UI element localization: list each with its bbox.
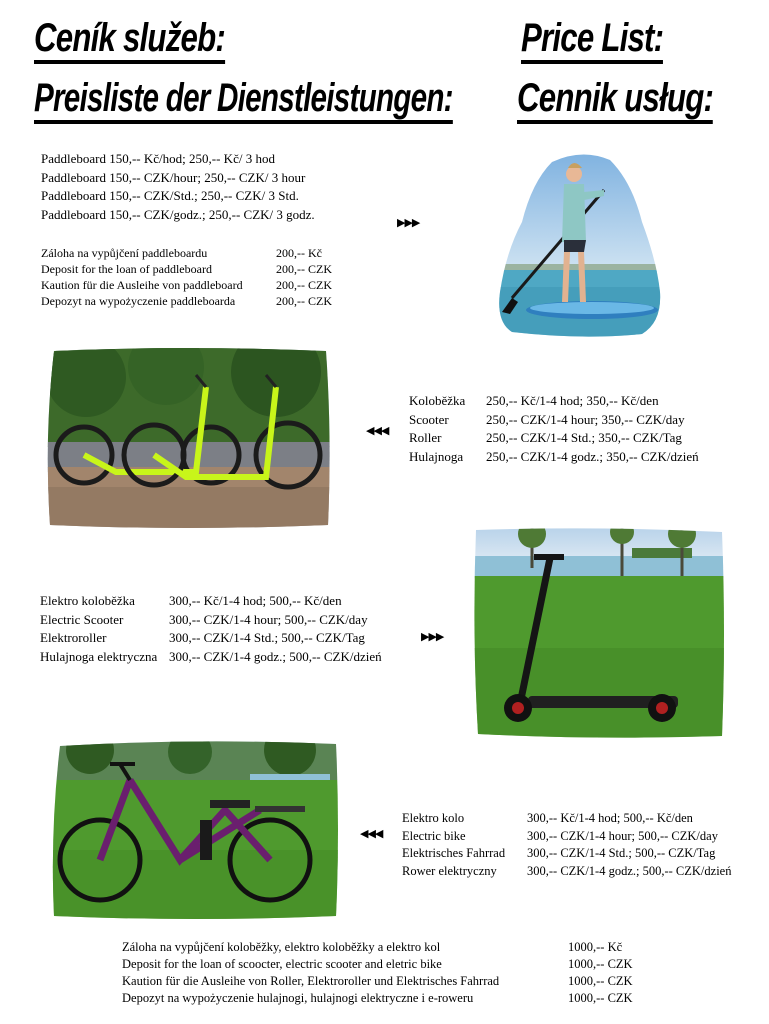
vehicle-name: Electric bike [402, 828, 466, 843]
deposit-label: Kaution für die Ausleihe von paddleboard [41, 278, 243, 292]
deposit-amount: 200,-- CZK [276, 262, 332, 276]
kick-scooter-photo [46, 347, 332, 529]
vehicle-name: Elektroroller [40, 630, 107, 645]
vehicle-price: 300,-- CZK/1-4 godz.; 500,-- CZK/dzień [169, 648, 382, 664]
kick-scooter-image [46, 347, 332, 529]
vehicle-price: 250,-- CZK/1-4 Std.; 350,-- CZK/Tag [486, 430, 682, 445]
vehicle-price: 300,-- CZK/1-4 Std.; 500,-- CZK/Tag [169, 630, 365, 645]
price-line: Paddleboard 150,-- Kč/hod; 250,-- Kč/ 3 hod [41, 151, 275, 166]
deposit-amount: 1000,-- CZK [568, 974, 633, 988]
vehicle-price: 250,-- Kč/1-4 hod; 350,-- Kč/den [486, 393, 659, 408]
vehicle-name: Rower elektryczny [402, 863, 497, 878]
vehicle-name: Elektro koloběžka [40, 593, 135, 608]
vehicle-price: 300,-- Kč/1-4 hod; 500,-- Kč/den [527, 811, 693, 825]
electric-bike-image [50, 740, 340, 920]
paddleboard-deposits [41, 245, 332, 309]
vehicle-name: Scooter [409, 411, 449, 427]
final-deposits [122, 939, 633, 1007]
vehicle-price: 250,-- CZK/1-4 hour; 350,-- CZK/day [486, 411, 685, 427]
deposit-amount: 1000,-- Kč [568, 940, 623, 954]
deposit-label: Depozyt na wypożyczenie hulajnogi, hulajnogi elektryczne i e-roweru [122, 991, 474, 1005]
heading-czech: Ceník služeb: [34, 16, 225, 60]
vehicle-price: 300,-- CZK/1-4 hour; 500,-- CZK/day [527, 828, 718, 843]
deposit-label: Deposit for the loan of paddleboard [41, 262, 212, 276]
vehicle-name: Electric Scooter [40, 611, 124, 627]
vehicle-name: Hulajnoga [409, 448, 464, 464]
paddleboard-photo [492, 152, 664, 337]
deposit-label: Kaution für die Ausleihe von Roller, Elektroroller und Elektrisches Fahrrad [122, 974, 500, 988]
arrow-right-icon: ▶▶▶ [421, 630, 444, 643]
vehicle-name: Hulajnoga elektryczna [40, 648, 158, 664]
arrow-left-icon: ◀◀◀ [360, 827, 383, 840]
vehicle-name: Elektrisches Fahrrad [402, 846, 506, 860]
vehicle-price: 300,-- CZK/1-4 Std.; 500,-- CZK/Tag [527, 846, 716, 860]
arrow-right-icon: ▶▶▶ [397, 216, 420, 229]
paddleboarder-image [492, 152, 664, 337]
vehicle-name: Roller [409, 430, 442, 445]
price-line: Paddleboard 150,-- CZK/Std.; 250,-- CZK/ 3 Std. [41, 188, 299, 203]
escooter-prices [40, 592, 382, 666]
heading-polish: Cennik usług: [517, 76, 713, 120]
vehicle-price: 300,-- CZK/1-4 hour; 500,-- CZK/day [169, 611, 368, 627]
deposit-amount: 200,-- CZK [276, 278, 332, 292]
heading-english: Price List: [521, 16, 663, 60]
vehicle-price: 250,-- CZK/1-4 godz.; 350,-- CZK/dzień [486, 448, 699, 464]
scooter-prices [409, 392, 699, 466]
ebike-prices [402, 810, 731, 880]
deposit-amount: 200,-- Kč [276, 246, 322, 260]
vehicle-price: 300,-- CZK/1-4 godz.; 500,-- CZK/dzień [527, 863, 732, 878]
deposit-label: Záloha na vypůjčení paddleboardu [41, 246, 208, 260]
paddleboard-prices [41, 150, 315, 224]
electric-scooter-image [472, 528, 726, 738]
price-line: Paddleboard 150,-- CZK/hour; 250,-- CZK/ 3 hour [41, 169, 306, 185]
electric-bike-photo [50, 740, 340, 920]
deposit-amount: 1000,-- CZK [568, 957, 633, 971]
electric-scooter-photo [472, 528, 726, 738]
vehicle-name: Koloběžka [409, 393, 466, 408]
price-line: Paddleboard 150,-- CZK/godz.; 250,-- CZK/ 3 godz. [41, 206, 315, 222]
heading-german: Preisliste der Dienstleistungen: [34, 76, 453, 120]
deposit-label: Depozyt na wypożyczenie paddleboarda [41, 294, 236, 308]
deposit-label: Záloha na vypůjčení koloběžky, elektro koloběžky a elektro kol [122, 940, 441, 954]
deposit-label: Deposit for the loan of scoocter, electric scooter and eletric bike [122, 957, 442, 971]
vehicle-price: 300,-- Kč/1-4 hod; 500,-- Kč/den [169, 593, 342, 608]
vehicle-name: Elektro kolo [402, 811, 465, 825]
deposit-amount: 1000,-- CZK [568, 991, 633, 1005]
arrow-left-icon: ◀◀◀ [366, 424, 389, 437]
deposit-amount: 200,-- CZK [276, 294, 332, 308]
